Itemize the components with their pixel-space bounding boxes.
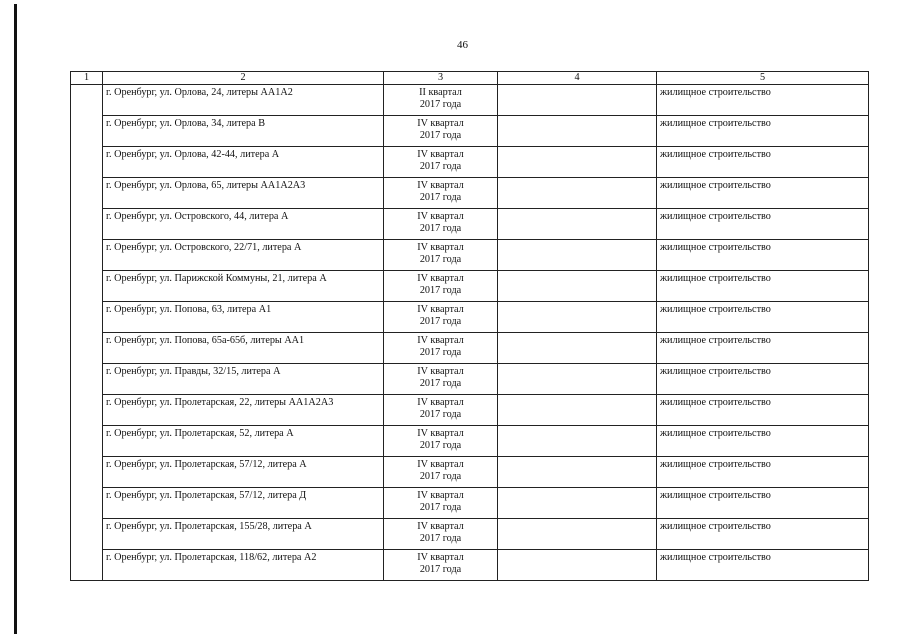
- quarter-text: IV квартал: [417, 459, 464, 470]
- quarter-text: IV квартал: [417, 335, 464, 346]
- quarter-text: IV квартал: [417, 521, 464, 532]
- year-text: 2017 года: [419, 254, 462, 265]
- year-text: 2017 года: [419, 223, 462, 234]
- col4-cell: [498, 488, 657, 519]
- table-header-row: [71, 72, 869, 85]
- quarter-cell: [384, 333, 498, 364]
- year-text: 2017 года: [419, 564, 462, 575]
- purpose-cell: жилищное строительство: [657, 519, 869, 550]
- quarter-cell: [384, 426, 498, 457]
- quarter-cell: [384, 519, 498, 550]
- quarter-cell: [384, 209, 498, 240]
- header-cell-2: 2: [103, 72, 384, 85]
- address-cell: г. Оренбург, ул. Пролетарская, 52, литера А: [103, 426, 384, 457]
- col4-cell: [498, 116, 657, 147]
- address-cell: г. Оренбург, ул. Парижской Коммуны, 21, литера А: [103, 271, 384, 302]
- col4-cell: [498, 302, 657, 333]
- quarter-text: II квартал: [419, 87, 462, 98]
- quarter-text: IV квартал: [417, 180, 464, 191]
- address-cell: г. Оренбург, ул. Пролетарская, 57/12, литера А: [103, 457, 384, 488]
- quarter-text: IV квартал: [417, 149, 464, 160]
- purpose-cell: жилищное строительство: [657, 457, 869, 488]
- table-row: [71, 457, 869, 488]
- purpose-cell: жилищное строительство: [657, 395, 869, 426]
- row-number-cell: [71, 85, 103, 581]
- year-text: 2017 года: [419, 471, 462, 482]
- purpose-cell: жилищное строительство: [657, 147, 869, 178]
- purpose-cell: жилищное строительство: [657, 116, 869, 147]
- col4-cell: [498, 457, 657, 488]
- table-row: [71, 116, 869, 147]
- col4-cell: [498, 395, 657, 426]
- purpose-cell: жилищное строительство: [657, 488, 869, 519]
- quarter-cell: [384, 488, 498, 519]
- header-cell-1: 1: [71, 72, 103, 85]
- purpose-cell: жилищное строительство: [657, 426, 869, 457]
- year-text: 2017 года: [419, 409, 462, 420]
- quarter-cell: [384, 550, 498, 581]
- table-row: [71, 333, 869, 364]
- purpose-cell: жилищное строительство: [657, 240, 869, 271]
- purpose-cell: жилищное строительство: [657, 364, 869, 395]
- table-row: [71, 178, 869, 209]
- address-cell: г. Оренбург, ул. Правды, 32/15, литера А: [103, 364, 384, 395]
- year-text: 2017 года: [419, 502, 462, 513]
- quarter-cell: [384, 395, 498, 426]
- purpose-cell: жилищное строительство: [657, 85, 869, 116]
- year-text: 2017 года: [419, 285, 462, 296]
- address-cell: г. Оренбург, ул. Попова, 65а-65б, литеры АА1: [103, 333, 384, 364]
- quarter-cell: [384, 85, 498, 116]
- address-cell: г. Оренбург, ул. Орлова, 65, литеры АА1А2А3: [103, 178, 384, 209]
- col4-cell: [498, 85, 657, 116]
- year-text: 2017 года: [419, 130, 462, 141]
- quarter-text: IV квартал: [417, 397, 464, 408]
- document-table: [70, 71, 869, 581]
- quarter-cell: [384, 302, 498, 333]
- table-row: [71, 85, 869, 116]
- col4-cell: [498, 550, 657, 581]
- quarter-text: IV квартал: [417, 552, 464, 563]
- address-cell: г. Оренбург, ул. Островского, 44, литера А: [103, 209, 384, 240]
- quarter-cell: [384, 271, 498, 302]
- header-cell-3: 3: [384, 72, 498, 85]
- quarter-text: IV квартал: [417, 304, 464, 315]
- quarter-text: IV квартал: [417, 242, 464, 253]
- purpose-cell: жилищное строительство: [657, 178, 869, 209]
- address-cell: г. Оренбург, ул. Орлова, 24, литеры АА1А2: [103, 85, 384, 116]
- year-text: 2017 года: [419, 192, 462, 203]
- table-row: [71, 519, 869, 550]
- address-cell: г. Оренбург, ул. Орлова, 42-44, литера А: [103, 147, 384, 178]
- quarter-cell: [384, 457, 498, 488]
- table-row: [71, 271, 869, 302]
- quarter-cell: [384, 240, 498, 271]
- table-row: [71, 550, 869, 581]
- col4-cell: [498, 271, 657, 302]
- col4-cell: [498, 240, 657, 271]
- quarter-text: IV квартал: [417, 211, 464, 222]
- address-cell: г. Оренбург, ул. Островского, 22/71, литера А: [103, 240, 384, 271]
- quarter-cell: [384, 147, 498, 178]
- purpose-cell: жилищное строительство: [657, 271, 869, 302]
- header-cell-4: 4: [498, 72, 657, 85]
- table-row: [71, 364, 869, 395]
- year-text: 2017 года: [419, 440, 462, 451]
- purpose-cell: жилищное строительство: [657, 550, 869, 581]
- table-row: [71, 395, 869, 426]
- year-text: 2017 года: [419, 378, 462, 389]
- address-cell: г. Оренбург, ул. Пролетарская, 155/28, литера А: [103, 519, 384, 550]
- quarter-text: IV квартал: [417, 490, 464, 501]
- quarter-text: IV квартал: [417, 428, 464, 439]
- year-text: 2017 года: [419, 347, 462, 358]
- col4-cell: [498, 426, 657, 457]
- address-cell: г. Оренбург, ул. Пролетарская, 118/62, литера А2: [103, 550, 384, 581]
- page-number: 46: [457, 39, 468, 51]
- table-row: [71, 147, 869, 178]
- quarter-text: IV квартал: [417, 366, 464, 377]
- quarter-text: IV квартал: [417, 118, 464, 129]
- col4-cell: [498, 333, 657, 364]
- quarter-text: IV квартал: [417, 273, 464, 284]
- address-cell: г. Оренбург, ул. Орлова, 34, литера В: [103, 116, 384, 147]
- header-cell-5: 5: [657, 72, 869, 85]
- col4-cell: [498, 519, 657, 550]
- table-row: [71, 426, 869, 457]
- year-text: 2017 года: [419, 99, 462, 110]
- table-row: [71, 209, 869, 240]
- col4-cell: [498, 147, 657, 178]
- quarter-cell: [384, 116, 498, 147]
- address-cell: г. Оренбург, ул. Пролетарская, 57/12, литера Д: [103, 488, 384, 519]
- year-text: 2017 года: [419, 533, 462, 544]
- table-row: [71, 240, 869, 271]
- quarter-cell: [384, 178, 498, 209]
- purpose-cell: жилищное строительство: [657, 333, 869, 364]
- col4-cell: [498, 364, 657, 395]
- purpose-cell: жилищное строительство: [657, 209, 869, 240]
- page-edge-bar: [14, 4, 17, 634]
- year-text: 2017 года: [419, 316, 462, 327]
- col4-cell: [498, 178, 657, 209]
- table-row: [71, 302, 869, 333]
- address-cell: г. Оренбург, ул. Пролетарская, 22, литеры АА1А2А3: [103, 395, 384, 426]
- col4-cell: [498, 209, 657, 240]
- purpose-cell: жилищное строительство: [657, 302, 869, 333]
- quarter-cell: [384, 364, 498, 395]
- table-row: [71, 488, 869, 519]
- address-cell: г. Оренбург, ул. Попова, 63, литера А1: [103, 302, 384, 333]
- year-text: 2017 года: [419, 161, 462, 172]
